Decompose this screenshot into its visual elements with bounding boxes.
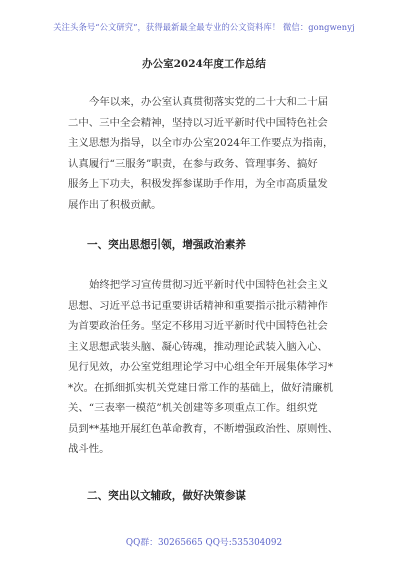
intro-line: 服务上下功夫，积极发挥参谋助手作用，为全市高质量发 — [68, 178, 328, 190]
section-1-line: 始终把学习宣传贯彻习近平新时代中国特色社会主义 — [89, 279, 328, 291]
section-1-line: 主义思想武装头脑、凝心铸魂，推动理论武装入脑入心、 — [68, 340, 328, 353]
section-1-line: 关、“三表率一模范”机关创建等多项重点工作。组织党 — [68, 402, 318, 414]
footer-contact: QQ群：30265665 QQ号:535304092 — [125, 538, 283, 548]
section-1-line: 思想、习近平总书记重要讲话精神和重要指示批示精神作 — [68, 299, 328, 312]
section-1-line: 见行见效，办公室党组理论学习中心组全年开展集体学习* — [68, 361, 333, 373]
intro-line: 认真履行“三服务”职责，在参与政务、管理事务、搞好 — [68, 157, 318, 170]
section-1-paragraph — [68, 275, 346, 460]
intro-line: 二中、三中全会精神，坚持以习近平新时代中国特色社会 — [68, 116, 328, 129]
intro-paragraph — [68, 92, 346, 215]
section-1-line: 为首要政治任务。坚定不移用习近平新时代中国特色社会 — [68, 320, 328, 332]
section-1-line: 员到**基地开展红色革命教育，不断增强政治性、原则性、 — [68, 422, 339, 435]
section-heading-2: 二、突出以文辅政，做好决策参谋 — [87, 490, 246, 502]
section-1-line: 战斗性。 — [68, 443, 110, 455]
intro-line: 主义思想为指导，以全市办公室2024年工作要点为指南， — [68, 137, 334, 149]
section-heading-1: 一、突出思想引领，增强政治素养 — [87, 239, 246, 251]
intro-line: 展作出了积极贡献。 — [68, 198, 162, 211]
document-title: 办公室2024年度工作总结 — [142, 58, 266, 70]
intro-line: 今年以来，办公室认真贯彻落实党的二十大和二十届 — [89, 96, 328, 108]
header-banner: 关注头条号“公文研究”，获得最新最全最专业的公文资料库！ 微信：gongwenyj — [53, 22, 355, 32]
section-1-line: *次。在抓细抓实机关党建日常工作的基础上，做好清廉机 — [68, 381, 333, 394]
